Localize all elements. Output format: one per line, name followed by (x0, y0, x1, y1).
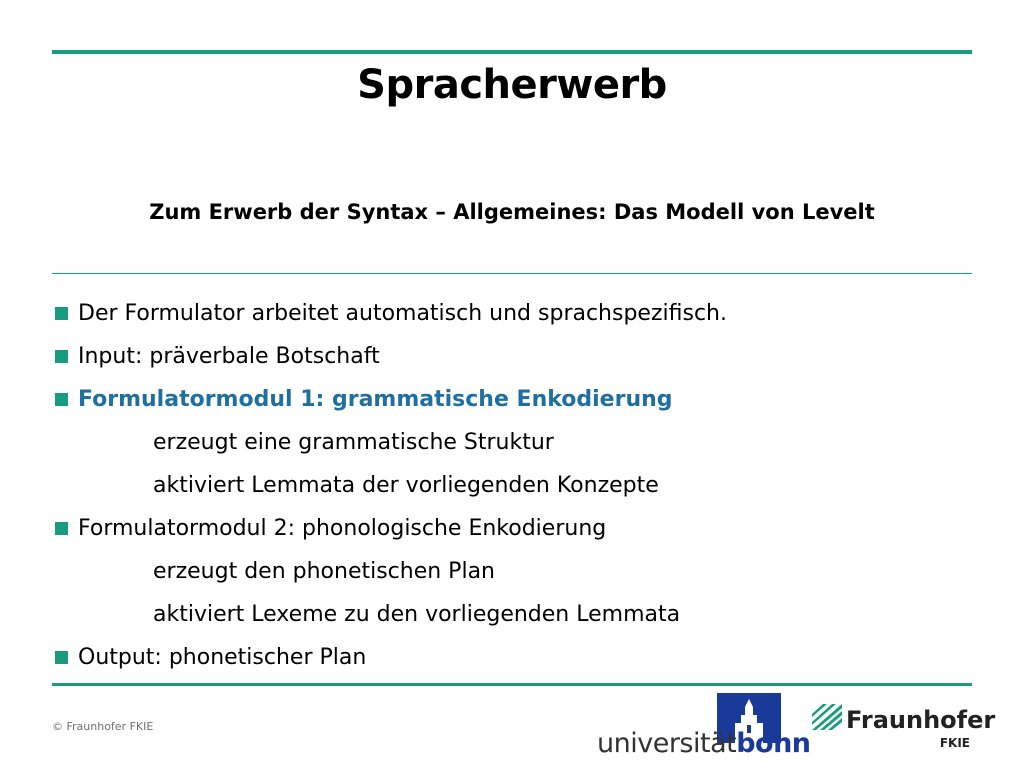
bullet-text: Output: phonetischer Plan (78, 645, 367, 670)
sub-item-text: aktiviert Lemmata der vorliegenden Konzepte (153, 473, 659, 498)
bullet-item (52, 296, 972, 339)
bullet-square-icon (55, 393, 68, 406)
university-prefix: universität (597, 728, 737, 759)
slide-subtitle: Zum Erwerb der Syntax – Allgemeines: Das Modell von Levelt (149, 200, 875, 224)
bullet-text: Formulatormodul 1: grammatische Enkodierung (78, 387, 673, 412)
sub-item (52, 554, 972, 597)
bullet-square-icon (55, 350, 68, 363)
university-wordmark (597, 728, 811, 759)
top-divider (52, 50, 972, 54)
bullet-square-icon (55, 307, 68, 320)
bullet-text: Der Formulator arbeitet automatisch und sprachspezifisch. (78, 301, 727, 326)
slide-title: Spracherwerb (357, 62, 667, 108)
sub-item-text: erzeugt eine grammatische Struktur (153, 430, 554, 455)
fraunhofer-name: Fraunhofer (846, 706, 996, 734)
bullet-text: Input: präverbale Botschaft (78, 344, 380, 369)
bullet-item (52, 640, 972, 683)
fraunhofer-unit: FKIE (939, 736, 970, 750)
sub-item (52, 597, 972, 640)
bullet-list (52, 296, 972, 683)
bullet-square-icon (55, 522, 68, 535)
university-bonn-logo (597, 693, 811, 761)
sub-item-text: erzeugt den phonetischen Plan (153, 559, 495, 584)
copyright-notice: © Fraunhofer FKIE (52, 720, 154, 733)
subtitle-divider (52, 273, 972, 274)
bullet-square-icon (55, 651, 68, 664)
bullet-text: Formulatormodul 2: phonologische Enkodierung (78, 516, 607, 541)
bullet-item (52, 511, 972, 554)
sub-item-text: aktiviert Lexeme zu den vorliegenden Lemmata (153, 602, 681, 627)
fraunhofer-logo (812, 704, 996, 754)
bullet-item-highlighted (52, 382, 972, 425)
sub-item (52, 425, 972, 468)
bottom-divider (52, 683, 972, 686)
fraunhofer-flag-icon (812, 704, 842, 730)
sub-item (52, 468, 972, 511)
university-suffix: bonn (736, 728, 811, 759)
bullet-item (52, 339, 972, 382)
